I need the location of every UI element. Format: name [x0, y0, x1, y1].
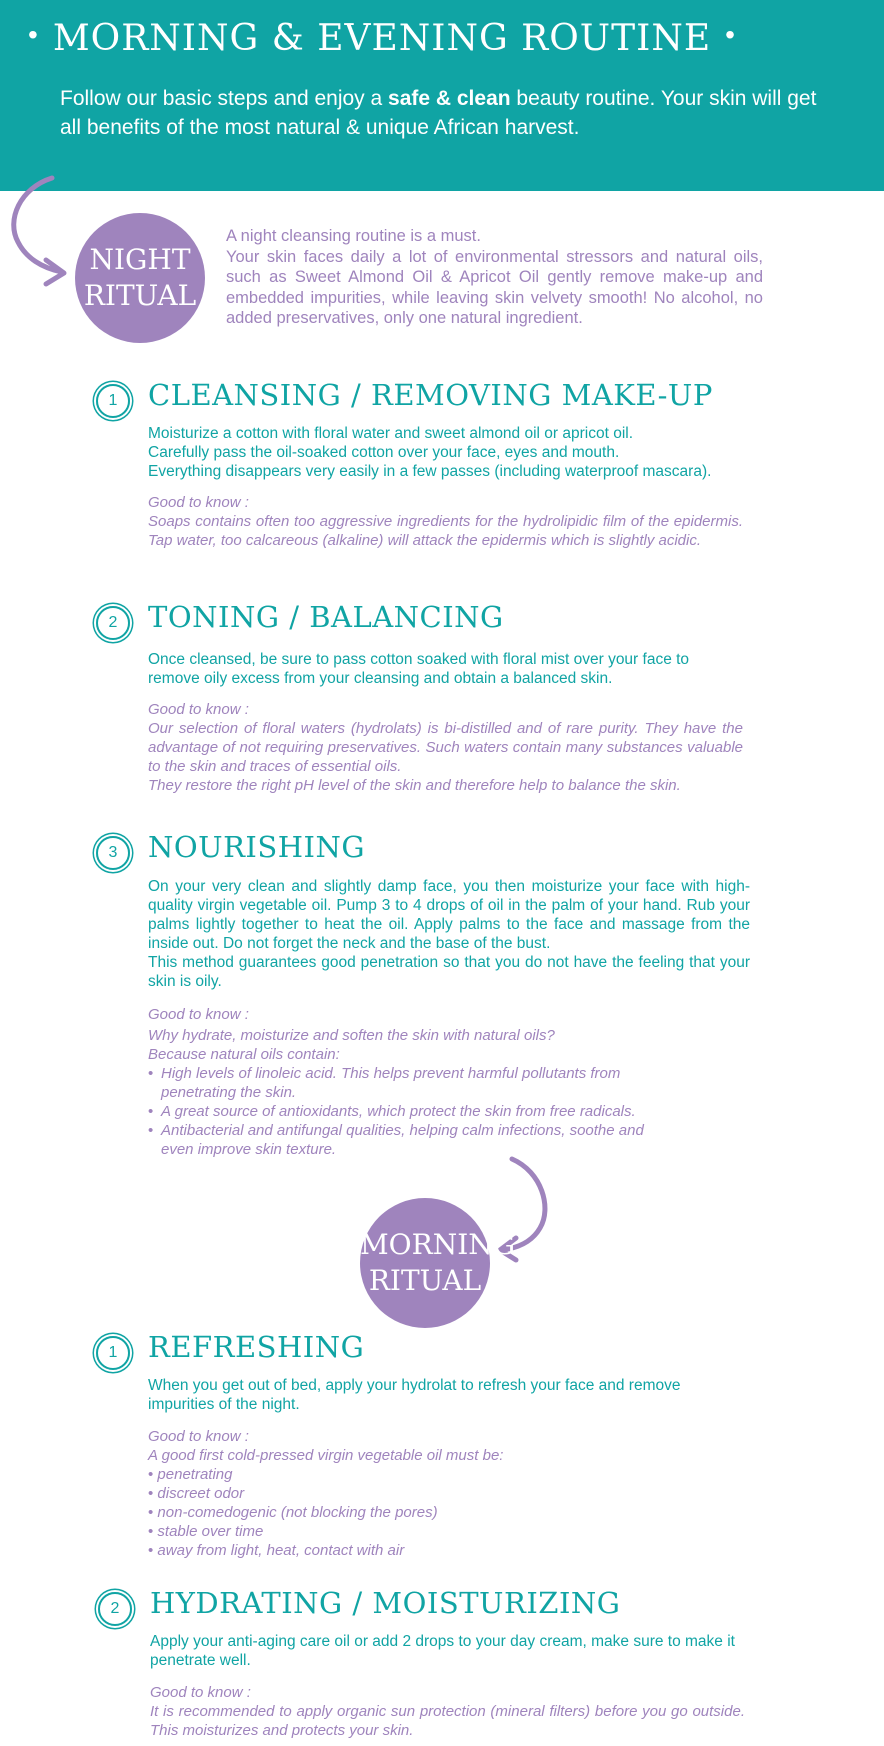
step-number-badge: 2 [98, 1592, 132, 1626]
step-number-badge: 3 [96, 836, 130, 870]
curved-arrow-icon [6, 176, 76, 286]
badge-line: MORNING [360, 1228, 516, 1261]
step-title-cleansing: CLEANSING / REMOVING MAKE-UP [148, 378, 713, 412]
list-item: • Antibacterial and antifungal qualities, helping calm infections, soothe and even improve skin texture. [148, 1121, 668, 1159]
badge-line: NIGHT [89, 243, 191, 276]
header-intro [60, 84, 840, 142]
body-line: Apply your anti-aging care oil or add 2 drops to your day cream, make sure to make it penetrate well. [150, 1633, 735, 1669]
good-to-know-note [150, 1683, 745, 1740]
good-to-know-note [148, 700, 743, 795]
header-banner [0, 0, 884, 191]
note-label: Good to know : [148, 701, 249, 718]
bullet-dot: • [28, 19, 39, 50]
body-line: Once cleansed, be sure to pass cotton soaked with floral mist over your face to remove oily excess from your cleansing and obtain a balanced skin. [148, 651, 690, 687]
list-item: • non-comedogenic (not blocking the pores) [148, 1503, 708, 1522]
night-intro-lead: A night cleansing routine is a must. [226, 227, 481, 245]
page-title-text: MORNING & EVENING ROUTINE [52, 18, 712, 59]
step-body [150, 1632, 750, 1670]
note-text: A good first cold-pressed virgin vegetable oil must be: [148, 1447, 504, 1464]
intro-text: beauty routine. Your skin will get all benefits of the most natural & unique African harvest. [60, 87, 817, 139]
intro-text: Follow our basic steps and enjoy a [60, 87, 389, 110]
list-item: • A great source of antioxidants, which protect the skin from free radicals. [148, 1102, 668, 1121]
step-body [148, 877, 750, 991]
list-item: • away from light, heat, contact with air [148, 1541, 708, 1560]
step-title-toning: TONING / BALANCING [148, 600, 504, 634]
body-line: Everything disappears very easily in a few passes (including waterproof mascara). [148, 463, 712, 480]
note-label: Good to know : [148, 1428, 249, 1445]
body-line: Carefully pass the oil-soaked cotton over your face, eyes and mouth. [148, 444, 620, 461]
morning-ritual-badge [360, 1198, 516, 1328]
step-title-nourishing: NOURISHING [148, 830, 366, 864]
note-text: Our selection of floral waters (hydrolats) is bi-distilled and of rare purity. They have the advantage of not requiring preservatives. Such waters contain many substances valuable to the skin and traces of essential oils. [148, 720, 743, 775]
body-line: On your very clean and slightly damp face, you then moisturize your face with high-quality virgin vegetable oil. Pump 3 to 4 drops of oil in the palm of your hand. Rub your palms lightly together to heat the oil. Apply palms to the face and massage from the inside out. Do not forget the neck and the base of the bust. [148, 878, 750, 952]
note-label: Good to know : [148, 1006, 249, 1023]
list-item: • stable over time [148, 1522, 708, 1541]
step-number-badge: 2 [96, 606, 130, 640]
note-label: Good to know : [150, 1684, 251, 1701]
body-line: Moisturize a cotton with floral water and sweet almond oil or apricot oil. [148, 425, 634, 442]
step-number-badge: 1 [96, 384, 130, 418]
body-line: When you get out of bed, apply your hydrolat to refresh your face and remove impurities of the night. [148, 1377, 681, 1413]
note-bullet-list [148, 1465, 708, 1560]
badge-line: RITUAL [368, 1264, 482, 1297]
note-label: Good to know : [148, 494, 249, 511]
list-item: • High levels of linoleic acid. This helps prevent harmful pollutants from penetrating the skin. [148, 1064, 668, 1102]
bullet-dot: • [725, 19, 736, 50]
step-body [148, 424, 768, 481]
badge-line: RITUAL [83, 279, 197, 312]
step-number-badge: 1 [96, 1336, 130, 1370]
good-to-know-note [148, 1427, 708, 1560]
good-to-know-note [148, 493, 743, 550]
body-line: This method guarantees good penetration so that you do not have the feeling that your skin is oily. [148, 954, 750, 990]
intro-bold-text: safe & clean [388, 87, 511, 110]
note-text: It is recommended to apply organic sun protection (mineral filters) before you go outside. This moisturizes and protects your skin. [150, 1703, 745, 1739]
note-text: Why hydrate, moisturize and soften the skin with natural oils? [148, 1027, 555, 1044]
note-text: Because natural oils contain: [148, 1046, 340, 1063]
note-text: Soaps contains often too aggressive ingredients for the hydrolipidic film of the epidermis. Tap water, too calcareous (alkaline) will attack the epidermis which is slightly acidic. [148, 513, 743, 549]
list-item: • discreet odor [148, 1484, 708, 1503]
step-title-refreshing: REFRESHING [148, 1330, 365, 1364]
good-to-know-note [148, 1005, 668, 1159]
list-item: • penetrating [148, 1465, 708, 1484]
step-body [148, 1376, 748, 1414]
note-text: They restore the right pH level of the skin and therefore help to balance the skin. [148, 777, 681, 794]
step-title-hydrating: HYDRATING / MOISTURIZING [150, 1586, 621, 1620]
night-intro-body: Your skin faces daily a lot of environmental stressors and natural oils, such as Sweet Almond Oil & Apricot Oil gently remove make-up and embedded impurities, while leaving skin velvety smooth! No alcohol, no added preservatives, only one natural ingredient. [226, 247, 763, 327]
night-intro [226, 226, 763, 329]
step-body [148, 650, 743, 688]
night-ritual-badge [75, 213, 205, 343]
note-bullet-list [148, 1064, 668, 1159]
page-title [28, 18, 750, 59]
